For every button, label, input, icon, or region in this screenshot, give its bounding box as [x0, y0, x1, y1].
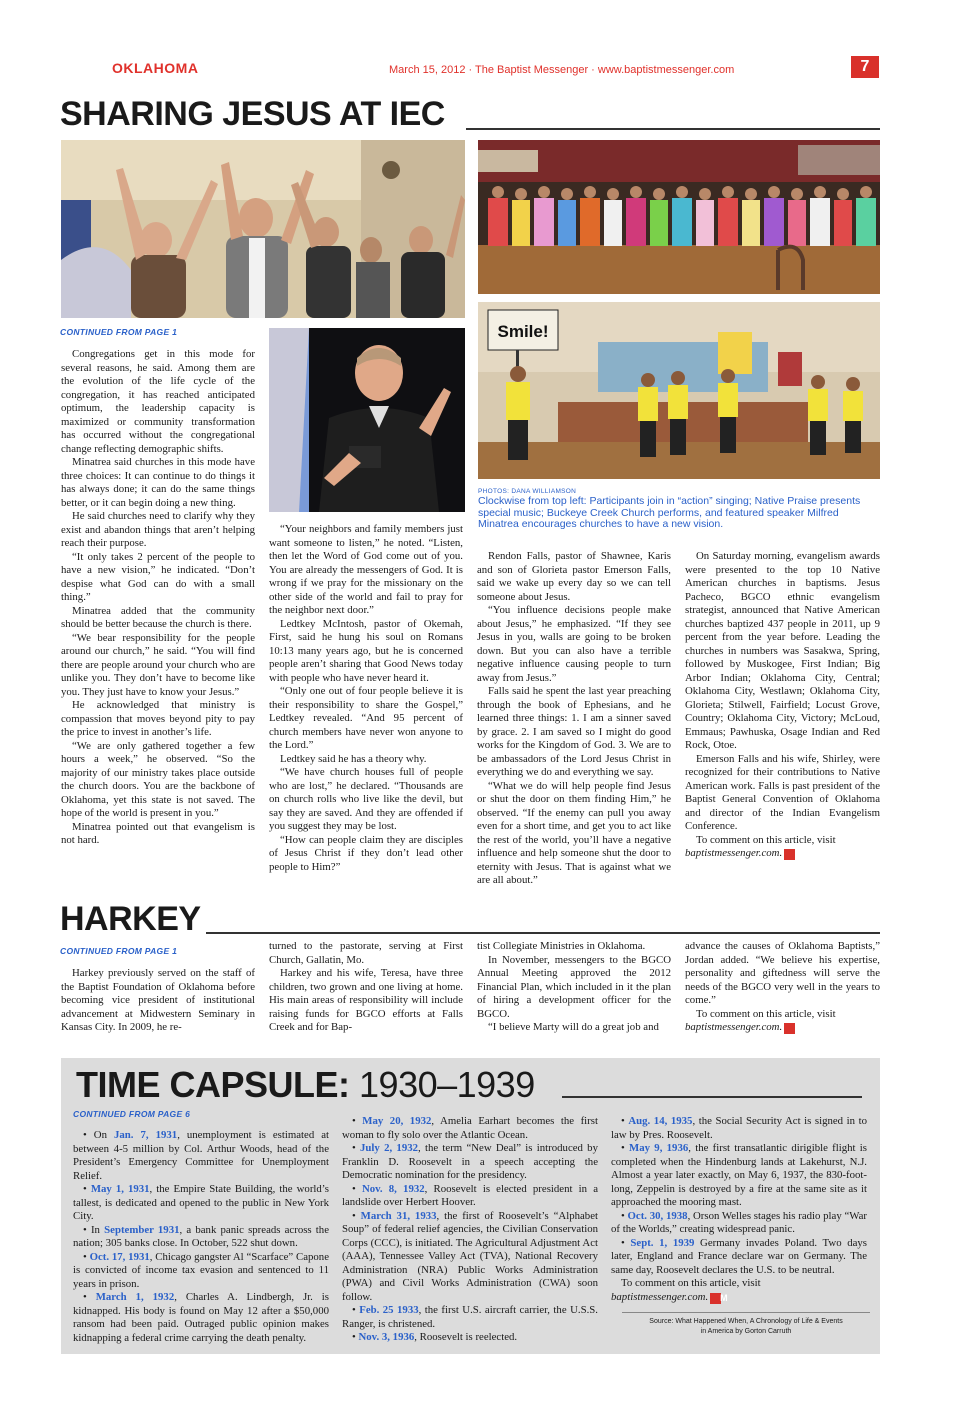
comment-lead: To comment on this article, visit [696, 833, 836, 846]
headline-rule [562, 1096, 862, 1098]
comment-site: baptistmessenger.com. [685, 1021, 783, 1033]
story2-column-4 [685, 940, 880, 1035]
continued-label: CONTINUED FROM PAGE 1 [60, 327, 178, 337]
timeline-entry: • Nov. 8, 1932, Roosevelt is elected president in a landslide over Herbert Hoover. [342, 1182, 598, 1208]
paragraph: Congregations get in this mode for several reasons, he said. Among them are the evolution of the life cycle of the congregation, it has reached anticipated optimum, the leadership capacity is maximized or community transformation has occurred without the congregational change reflecting demographic shifts. [61, 348, 255, 455]
paragraph: Ledtkey said he has a theory why. [280, 752, 427, 765]
photo-action-singing [61, 140, 465, 318]
paragraph: “We bear responsibility for the people around our church,” he said. “You will find there are people around your church who are unlike you. They don’t have to become like you. They just have to know your Jesus.” [61, 631, 255, 698]
headline-rule [466, 128, 880, 130]
paragraph: “We have church houses full of people who are lost,” he declared. “Thousands are on church rolls who live like the devil, but say they are saved. And they are offended if you suggest they may be lost. [269, 766, 463, 832]
paragraph: Ledtkey McIntosh, pastor of Okemah, First, said he hung his soul on Romans 10:13 many years ago, but he is concerned people aren’t sharing that Good News today with people who have never heard it. [269, 617, 463, 684]
title-years: 1930–1939 [359, 1064, 535, 1105]
source-divider [622, 1312, 870, 1313]
paragraph: advance the causes of Oklahoma Baptists,” Jordan added. “We believe his expertise, personality and giftedness will serve the needs of the BGCO very well in the years to come.” [685, 940, 880, 1006]
headline-rule [206, 932, 880, 934]
timeline-entry: • Oct. 17, 1931, Chicago gangster Al “Scarface” Capone is convicted of income tax evasion and sentenced to 11 years in prison. [73, 1250, 329, 1290]
messenger-logo-icon: M [784, 1023, 795, 1034]
time-capsule-column-2 [342, 1115, 598, 1345]
timeline-entry: • May 1, 1931, the Empire State Building, the world’s tallest, is dedicated and opened to the public in New York City. [73, 1183, 330, 1222]
headline-harkey: HARKEY [60, 900, 201, 938]
paragraph: “We are only gathered together a few hours a week,” he observed. “So the majority of our ministry takes place outside the church doors. You are the backbone of Oklahoma, yet this state is not saved. The hope of the world is present in you.” [61, 739, 255, 819]
paragraph: Minatrea added that the community should be better because the church is there. [61, 604, 255, 630]
comment-site: baptistmessenger.com. [685, 847, 783, 859]
timeline-entry: • Feb. 25 1933, the first U.S. aircraft carrier, the U.S.S. Ranger, is christened. [342, 1304, 598, 1330]
time-capsule-column-1 [73, 1129, 329, 1345]
time-capsule-column-3 [611, 1115, 867, 1304]
timeline-entry: • July 2, 1932, the term “New Deal” is introduced by Franklin D. Roosevelt in a speech accepting the Democratic nomination for the presidency. [342, 1142, 598, 1181]
comment-line [685, 1008, 880, 1035]
paragraph: “How can people claim they are disciples of Jesus Christ if they don’t lead other people to Him?” [269, 833, 463, 873]
story2-column-2 [269, 940, 463, 1035]
timeline-entry: • March 1, 1932, Charles A. Lindbergh, Jr. is kidnapped. His body is found on May 12 after a $50,000 ransom had been paid. Outraged public opinion makes kidnapping a federal crime carrying the death penalty. [73, 1291, 329, 1344]
headline-sharing-jesus: SHARING JESUS AT IEC [60, 95, 445, 133]
paragraph: “It only takes 2 percent of the people to have a new vision,” he indicated. “Don’t despise what God can do with a small thing.” [61, 550, 255, 603]
comment-line [685, 834, 880, 861]
timeline-entry: • Aug. 14, 1935, the Social Security Act is signed in to law by Pres. Roosevelt. [611, 1115, 867, 1141]
photo-buckeye-creek [478, 302, 880, 479]
paragraph: Harkey previously served on the staff of the Baptist Foundation of Oklahoma before becoming vice president of institutional advancement at Midwestern Seminary in Kansas City. In 2009, he re- [61, 967, 255, 1033]
timeline-entry: • March 31, 1933, the first of Roosevelt’s “Alphabet Soup” of federal relief agencies, the Civilian Conservation Corps (CCC), is initiated. The Agricultural Adjustment Act (AAA), Tennessee Valley Act (TVA), National Recovery Administration (NRA) Public Works Administration (PWA) and Civil Works Administration (CWA) soon follow. [342, 1209, 598, 1303]
source-line: Source: What Happened When, A Chronology of Life & Events [649, 1318, 843, 1325]
timeline-entry: • Oct. 30, 1938, Orson Welles stages his radio play “War of the Worlds,” creating widespread panic. [611, 1209, 867, 1235]
time-capsule-title [76, 1064, 535, 1106]
timeline-entry: • On Jan. 7, 1931, unemployment is estimated at between 4-5 million by Col. Arthur Woods, head of the President’s Emergency Committee for Unemployment Relief. [73, 1129, 330, 1182]
paragraph: Emerson Falls and his wife, Shirley, were recognized for their contributions to Native American work. Falls is past president of the Baptist General Convention of Oklahoma and director of the Indian Evangelism Conference. [685, 752, 880, 832]
date-line: March 15, 2012 · The Baptist Messenger · www.baptistmessenger.com [389, 64, 735, 76]
paragraph: Rendon Falls, pastor of Shawnee, Karis and son of Glorieta pastor Emerson Falls, said we wake up every day so we can tell someone about Jesus. [477, 550, 671, 603]
comment-line [611, 1277, 867, 1304]
timeline-entry: • Sept. 1, 1939 Germany invades Poland. Two days later, England and France declare war on Germany. The same day, Roosevelt declares the U.S. to be neutral. [611, 1236, 868, 1276]
paragraph: turned to the pastorate, serving at First Church, Gallatin, Mo. [269, 940, 463, 966]
paragraph: Minatrea pointed out that evangelism is not hard. [61, 820, 255, 846]
story2-column-1 [61, 967, 255, 1035]
paragraph: On Saturday morning, evangelism awards were presented to the top 10 Native American churches in baptisms. Jesus Pacheco, BGCO ethnic evangelism strategist, announced that Native American churches baptized 437 people in 2011, up 9 percent from the year before. Leading the churches in numbers was Sasakwa, Spring, followed by Muskogee, First Indian; Big Arbor Indian; Oklahoma City, Central; Oklahoma City, Westlawn; Oklahoma City, Glorieta; Stilwell, Fairfield; Locust Grove, Country; Oklahoma City, Victory; McLoud, Emmaus; Pawhuska, Osage Indian and Red Rock, Otoe. [685, 550, 880, 751]
paragraph: “Your neighbors and family members just want someone to listen,” he noted. “Listen, then let the Word of God come out of you. You are already the messengers of God. It is wrong if we pray for the missionary on the other side of the world and fail to pray for the neighbor next door.” [269, 523, 463, 616]
comment-lead: To comment on this article, visit [696, 1007, 836, 1020]
story2-column-3 [477, 940, 671, 1035]
paragraph: “You influence decisions people make about Jesus,” he emphasized. “If they see Jesus in you, walls are going to be broken down. But you can also have a terrible negative influence causing people to turn away from Jesus.” [477, 604, 671, 684]
timeline-entry: • May 9, 1936, the first transatlantic dirigible flight is completed when the Hindenburg lands at Lakehurst, N.J. Almost a year later exactly, on May 6, 1937, the 830-foot-long, Zeppelin is destroyed by a fire at the same site as it approached the mooring mast. [611, 1142, 868, 1208]
source-line: in America by Gorton Carruth [700, 1327, 792, 1335]
story1-column-4 [685, 550, 880, 861]
story1-column-1 [61, 348, 255, 848]
photo-credit: PHOTOS: DANA WILLIAMSON [478, 488, 577, 495]
paragraph: “I believe Marty will do a great job and [488, 1021, 659, 1033]
paragraph: He acknowledged that ministry is compassion that moves beyond pity to pay the price to invest in another’s life. [61, 699, 255, 738]
timeline-entry: • May 20, 1932, Amelia Earhart becomes the first woman to fly solo over the Atlantic Ocean. [342, 1115, 598, 1141]
paragraph: tist Collegiate Ministries in Oklahoma. [477, 940, 646, 952]
timeline-entry: • Nov. 3, 1936, Roosevelt is reelected. [352, 1331, 518, 1343]
paragraph: Minatrea said churches in this mode have three choices: It can continue to do things it has always done; it can do the same things better, or it can begin doing a new thing. [61, 456, 255, 509]
smile-sign-text: Smile! [497, 322, 549, 341]
section-label: OKLAHOMA [112, 60, 199, 76]
paragraph: Harkey and his wife, Teresa, have three children, two grown and one living at home. His main areas of responsibility will include raising funds for BGCO efforts at Falls Creek and for Bap- [269, 967, 463, 1033]
page-number: 7 [851, 56, 879, 78]
photo-native-praise [478, 140, 880, 294]
photo-caption: Clockwise from top left: Participants join in “action” singing; Native Praise presents special music; Buckeye Creek Church performs, and featured speaker Milfred Minatrea encourages churches to have a new vision. [478, 495, 861, 530]
comment-lead: To comment on this article, visit [621, 1277, 761, 1289]
photo-speaker-minatrea [269, 328, 465, 512]
story1-column-2 [269, 523, 463, 874]
paragraph: He said churches need to clarify why they exist and abandon things that aren’t helping reach their purpose. [61, 510, 255, 549]
comment-site: baptistmessenger.com. [611, 1290, 709, 1303]
timeline-entry: • In September 1931, a bank panic spreads across the nation; 305 banks close. In October, 522 shut down. [73, 1223, 329, 1249]
continued-label: CONTINUED FROM PAGE 6 [73, 1109, 191, 1119]
messenger-logo-icon: M [784, 849, 795, 860]
messenger-logo-icon: M [710, 1293, 721, 1304]
time-capsule-source [612, 1317, 880, 1336]
story1-column-3 [477, 550, 671, 888]
continued-label: CONTINUED FROM PAGE 1 [60, 946, 178, 956]
paragraph: In November, messengers to the BGCO Annual Meeting approved the 2012 Financial Plan, which included in it the plan of hiring a development officer for the BGCO. [477, 953, 671, 1020]
paragraph: “Only one out of four people believe it is their responsibility to share the Gospel,” Ledtkey revealed. “And 95 percent of church members have never won anyone to the Lord.” [269, 685, 463, 751]
paragraph: Falls said he spent the last year preaching through the book of Ephesians, and he learned three things: 1. I am a sinner saved by grace. 2. I am saved so I might do good works for the Kingdom of God. 3. We are to be ambassadors of the Lord Jesus Christ in everything we do and everything we say. [477, 685, 671, 778]
title-bold: TIME CAPSULE: [76, 1064, 350, 1105]
paragraph: “What we do will help people find Jesus or shut the door on them finding Him,” he observed. “If the enemy can pull you away even for a short time, and get you to act like the rest of the world, you’ll have a negative influence and help someone shut the door to eternity with Jesus. That is against what we are all about.” [477, 779, 671, 886]
